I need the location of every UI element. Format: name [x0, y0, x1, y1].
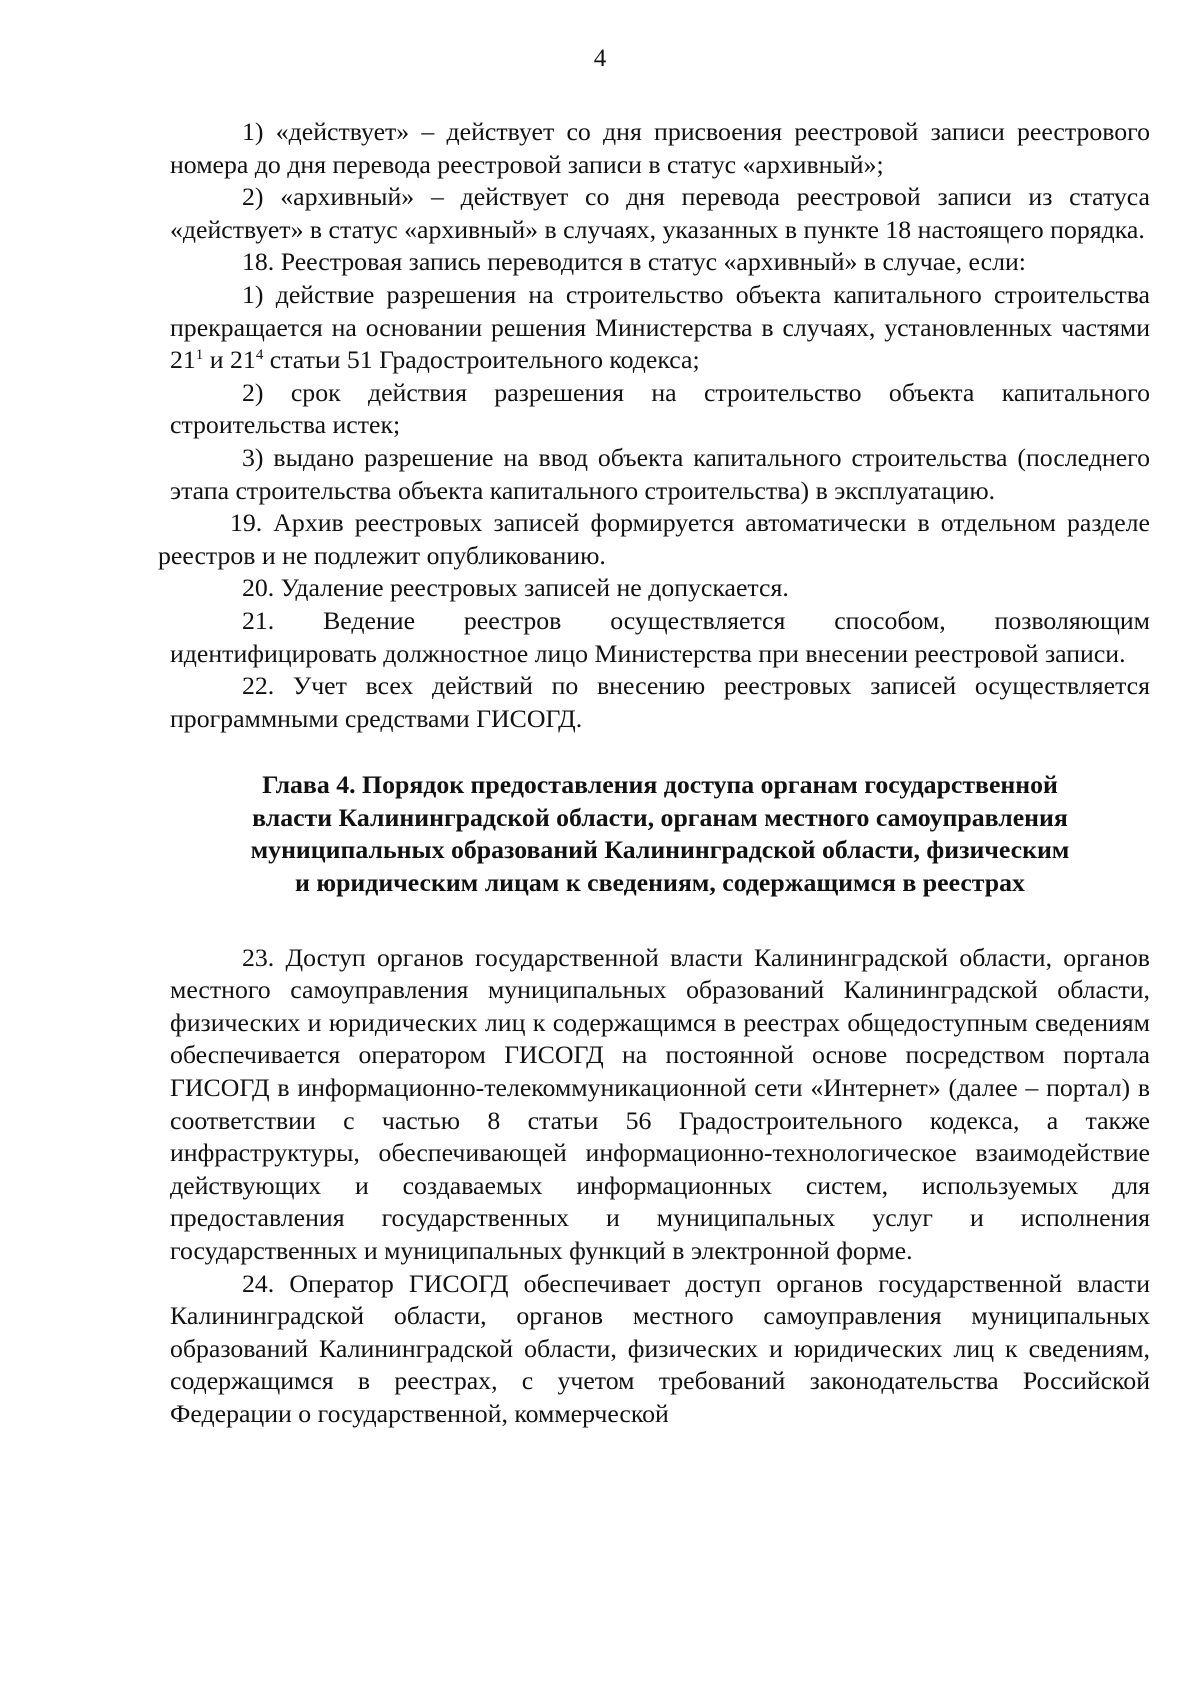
item-1-text: 1) действие разрешения на строительство объекта капитального строительства прекращается на основании решения Министерства в случаях, установленных частями 21	[170, 279, 1150, 375]
item-1-text-and: и 21	[203, 345, 256, 375]
paragraph-18-item-2: 2) срок действия разрешения на строительство объекта капитального строительства истек;	[170, 377, 1150, 440]
paragraph-23: 23. Доступ органов государственной власти Калининградской области, органов местного самоуправления муниципальных образований Калининградской области, физических и юридических лиц к содержащимся в реестрах общедоступным сведениям обеспечивается оператором ГИСОГД на постоянной основе посредством портала ГИСОГД в информационно-телекоммуникационной сети «Интернет» (далее – портал) в соответствии с частью 8 статьи 56 Градостроительного кодекса, а также инфраструктуры, обеспечивающей информационно-технологическое взаимодействие действующих и создаваемых информационных систем, используемых для предоставления государственных и муниципальных услуг и исполнения государственных и муниципальных функций в электронной форме.	[170, 942, 1150, 1265]
paragraph-24: 24. Оператор ГИСОГД обеспечивает доступ органов государственной власти Калининградской области, органов местного самоуправления муниципальных образований Калининградской области, физических и юридических лиц к сведениям, содержащимся в реестрах, с учетом требований законодательства Российской Федерации о государственной, коммерческой	[170, 1268, 1150, 1428]
paragraph-19: 19. Архив реестровых записей формируется автоматически в отдельном разделе реестров и не подлежит опубликованию.	[158, 508, 1150, 570]
paragraph-18-item-1	[170, 279, 1150, 377]
superscript-4: 4	[255, 347, 264, 364]
superscript-1: 1	[195, 347, 204, 364]
chapter-4-heading	[170, 769, 1150, 899]
paragraph-20: 20. Удаление реестровых записей не допускается.	[242, 573, 789, 603]
paragraph-status-archived: 2) «архивный» – действует со дня перевода реестровой записи из статуса «действует» в статус «архивный» в случаях, указанных в пункте 18 настоящего порядка.	[170, 182, 1150, 244]
paragraph-18-item-3: 3) выдано разрешение на ввод объекта капитального строительства (последнего этапа строительства объекта капитального строительства) в эксплуатацию.	[170, 442, 1150, 505]
heading-line: и юридическим лицам к сведениям, содержащимся в реестрах	[295, 868, 1025, 898]
document-body	[158, 116, 1150, 1431]
item-1-text-end: статьи 51 Градостроительного кодекса;	[263, 345, 700, 375]
heading-line: власти Калининградской области, органам местного самоуправления	[252, 802, 1068, 832]
paragraph-22: 22. Учет всех действий по внесению реестровых записей осуществляется программными средствами ГИСОГД.	[170, 671, 1150, 733]
heading-line: Глава 4. Порядок предоставления доступа органам государственной	[262, 770, 1058, 800]
paragraph-18: 18. Реестровая запись переводится в статус «архивный» в случае, если:	[242, 247, 1026, 277]
page-number: 4	[593, 45, 607, 72]
paragraph-status-active: 1) «действует» – действует со дня присвоения реестровой записи реестрового номера до дня перевода реестровой записи в статус «архивный»;	[170, 117, 1150, 179]
heading-line: муниципальных образований Калининградской области, физическим	[250, 835, 1070, 865]
paragraph-21: 21. Ведение реестров осуществляется способом, позволяющим идентифицировать должностное лицо Министерства при внесении реестровой записи.	[170, 605, 1150, 668]
